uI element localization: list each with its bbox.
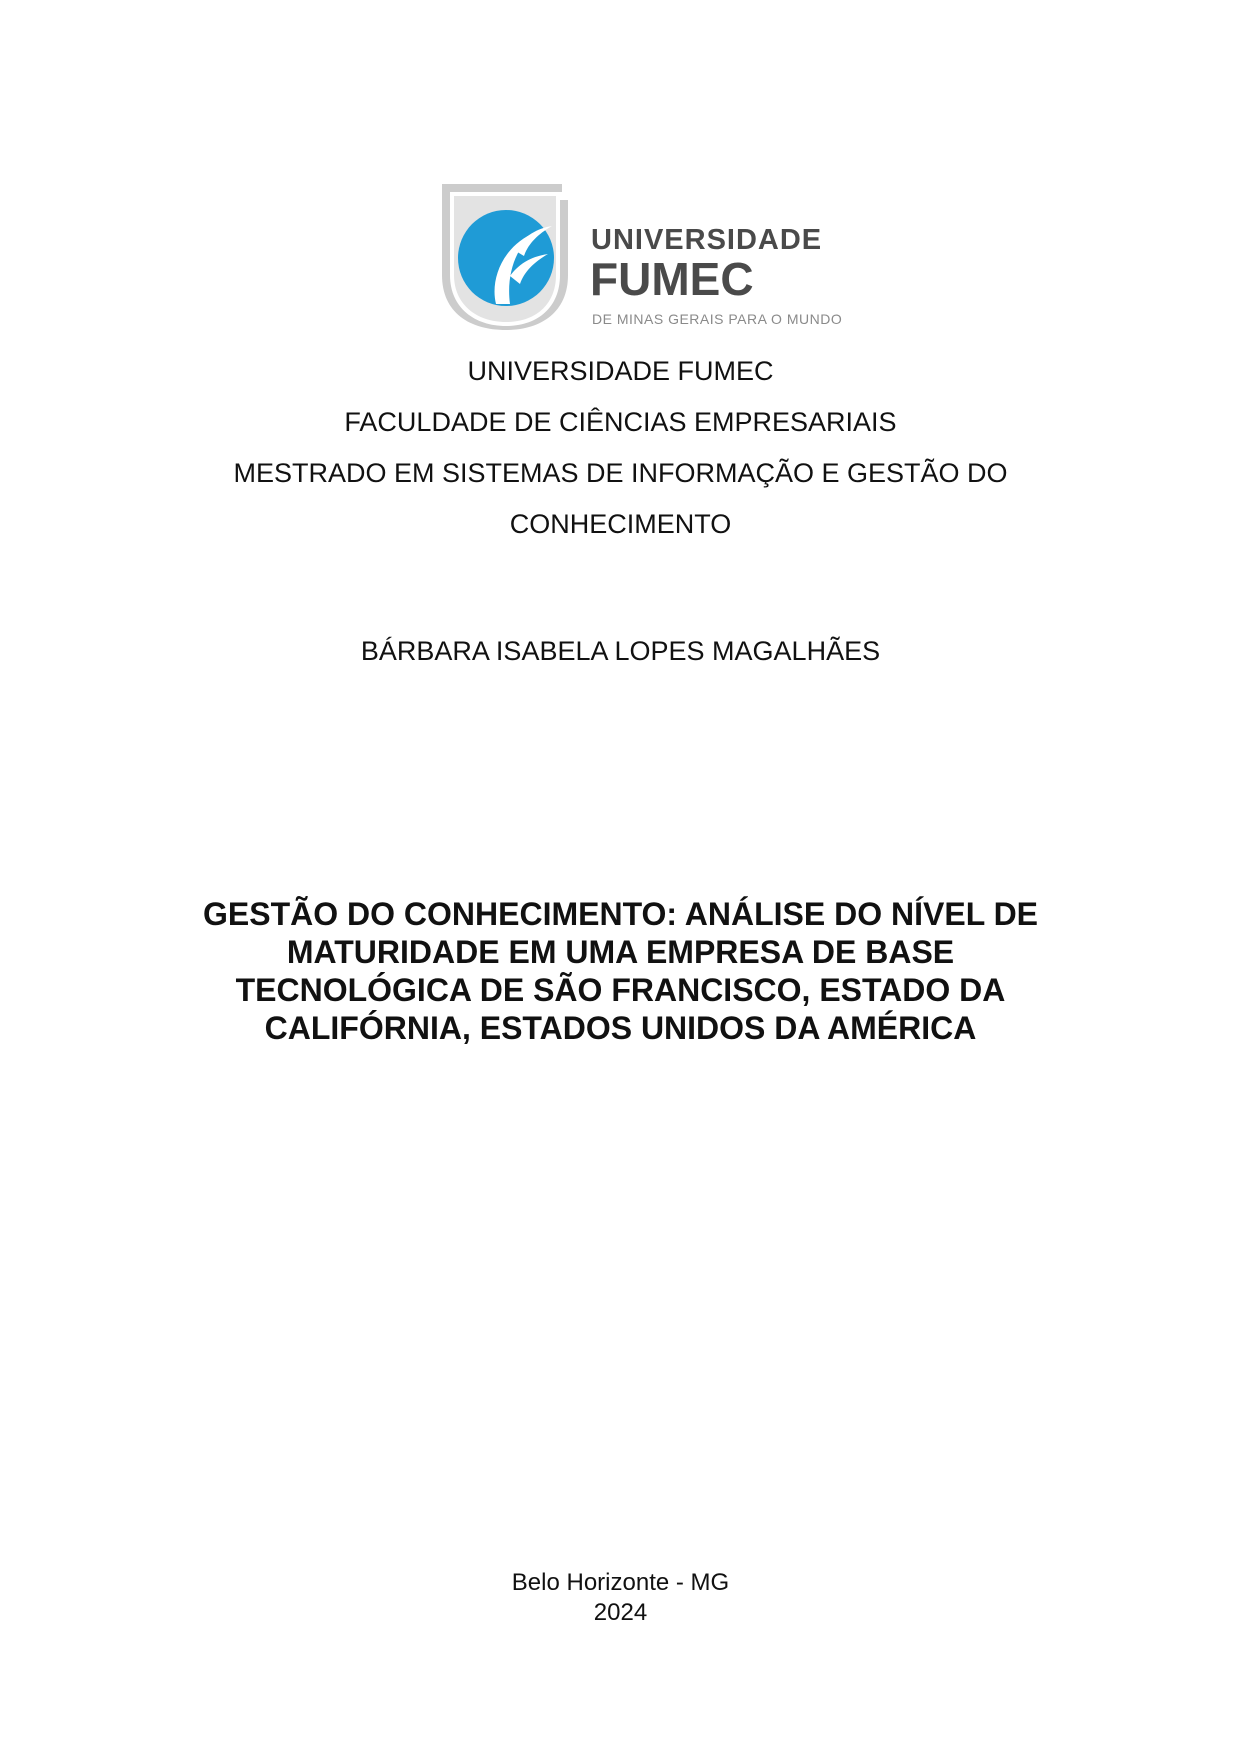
logo-text-universidade: UNIVERSIDADE — [591, 224, 823, 256]
footer-block — [0, 1568, 1241, 1628]
fumec-shield-icon — [440, 180, 570, 330]
logo-text-fumec: FUMEC — [590, 253, 754, 305]
university-name: UNIVERSIDADE FUMEC — [467, 356, 774, 386]
program-name-line-1: MESTRADO EM SISTEMAS DE INFORMAÇÃO E GESTÃO DO — [233, 458, 1008, 488]
logo-tagline: DE MINAS GERAIS PARA O MUNDO — [592, 311, 843, 327]
thesis-title-line-4: CALIFÓRNIA, ESTADOS UNIDOS DA AMÉRICA — [264, 1010, 977, 1046]
university-logo — [440, 180, 870, 330]
thesis-title-line-1: GESTÃO DO CONHECIMENTO: ANÁLISE DO NÍVEL DE — [202, 896, 1039, 932]
thesis-title-line-3: TECNOLÓGICA DE SÃO FRANCISCO, ESTADO DA — [235, 972, 1006, 1008]
faculty-name: FACULDADE DE CIÊNCIAS EMPRESARIAIS — [344, 407, 897, 437]
institution-block — [0, 346, 1241, 550]
program-name-line-2: CONHECIMENTO — [509, 509, 732, 539]
footer-year: 2024 — [593, 1599, 648, 1626]
footer-city: Belo Horizonte - MG — [511, 1569, 730, 1596]
thesis-title-line-2: MATURIDADE EM UMA EMPRESA DE BASE — [286, 934, 955, 970]
author-name: BÁRBARA ISABELA LOPES MAGALHÃES — [360, 636, 881, 666]
thesis-title — [0, 895, 1241, 1047]
